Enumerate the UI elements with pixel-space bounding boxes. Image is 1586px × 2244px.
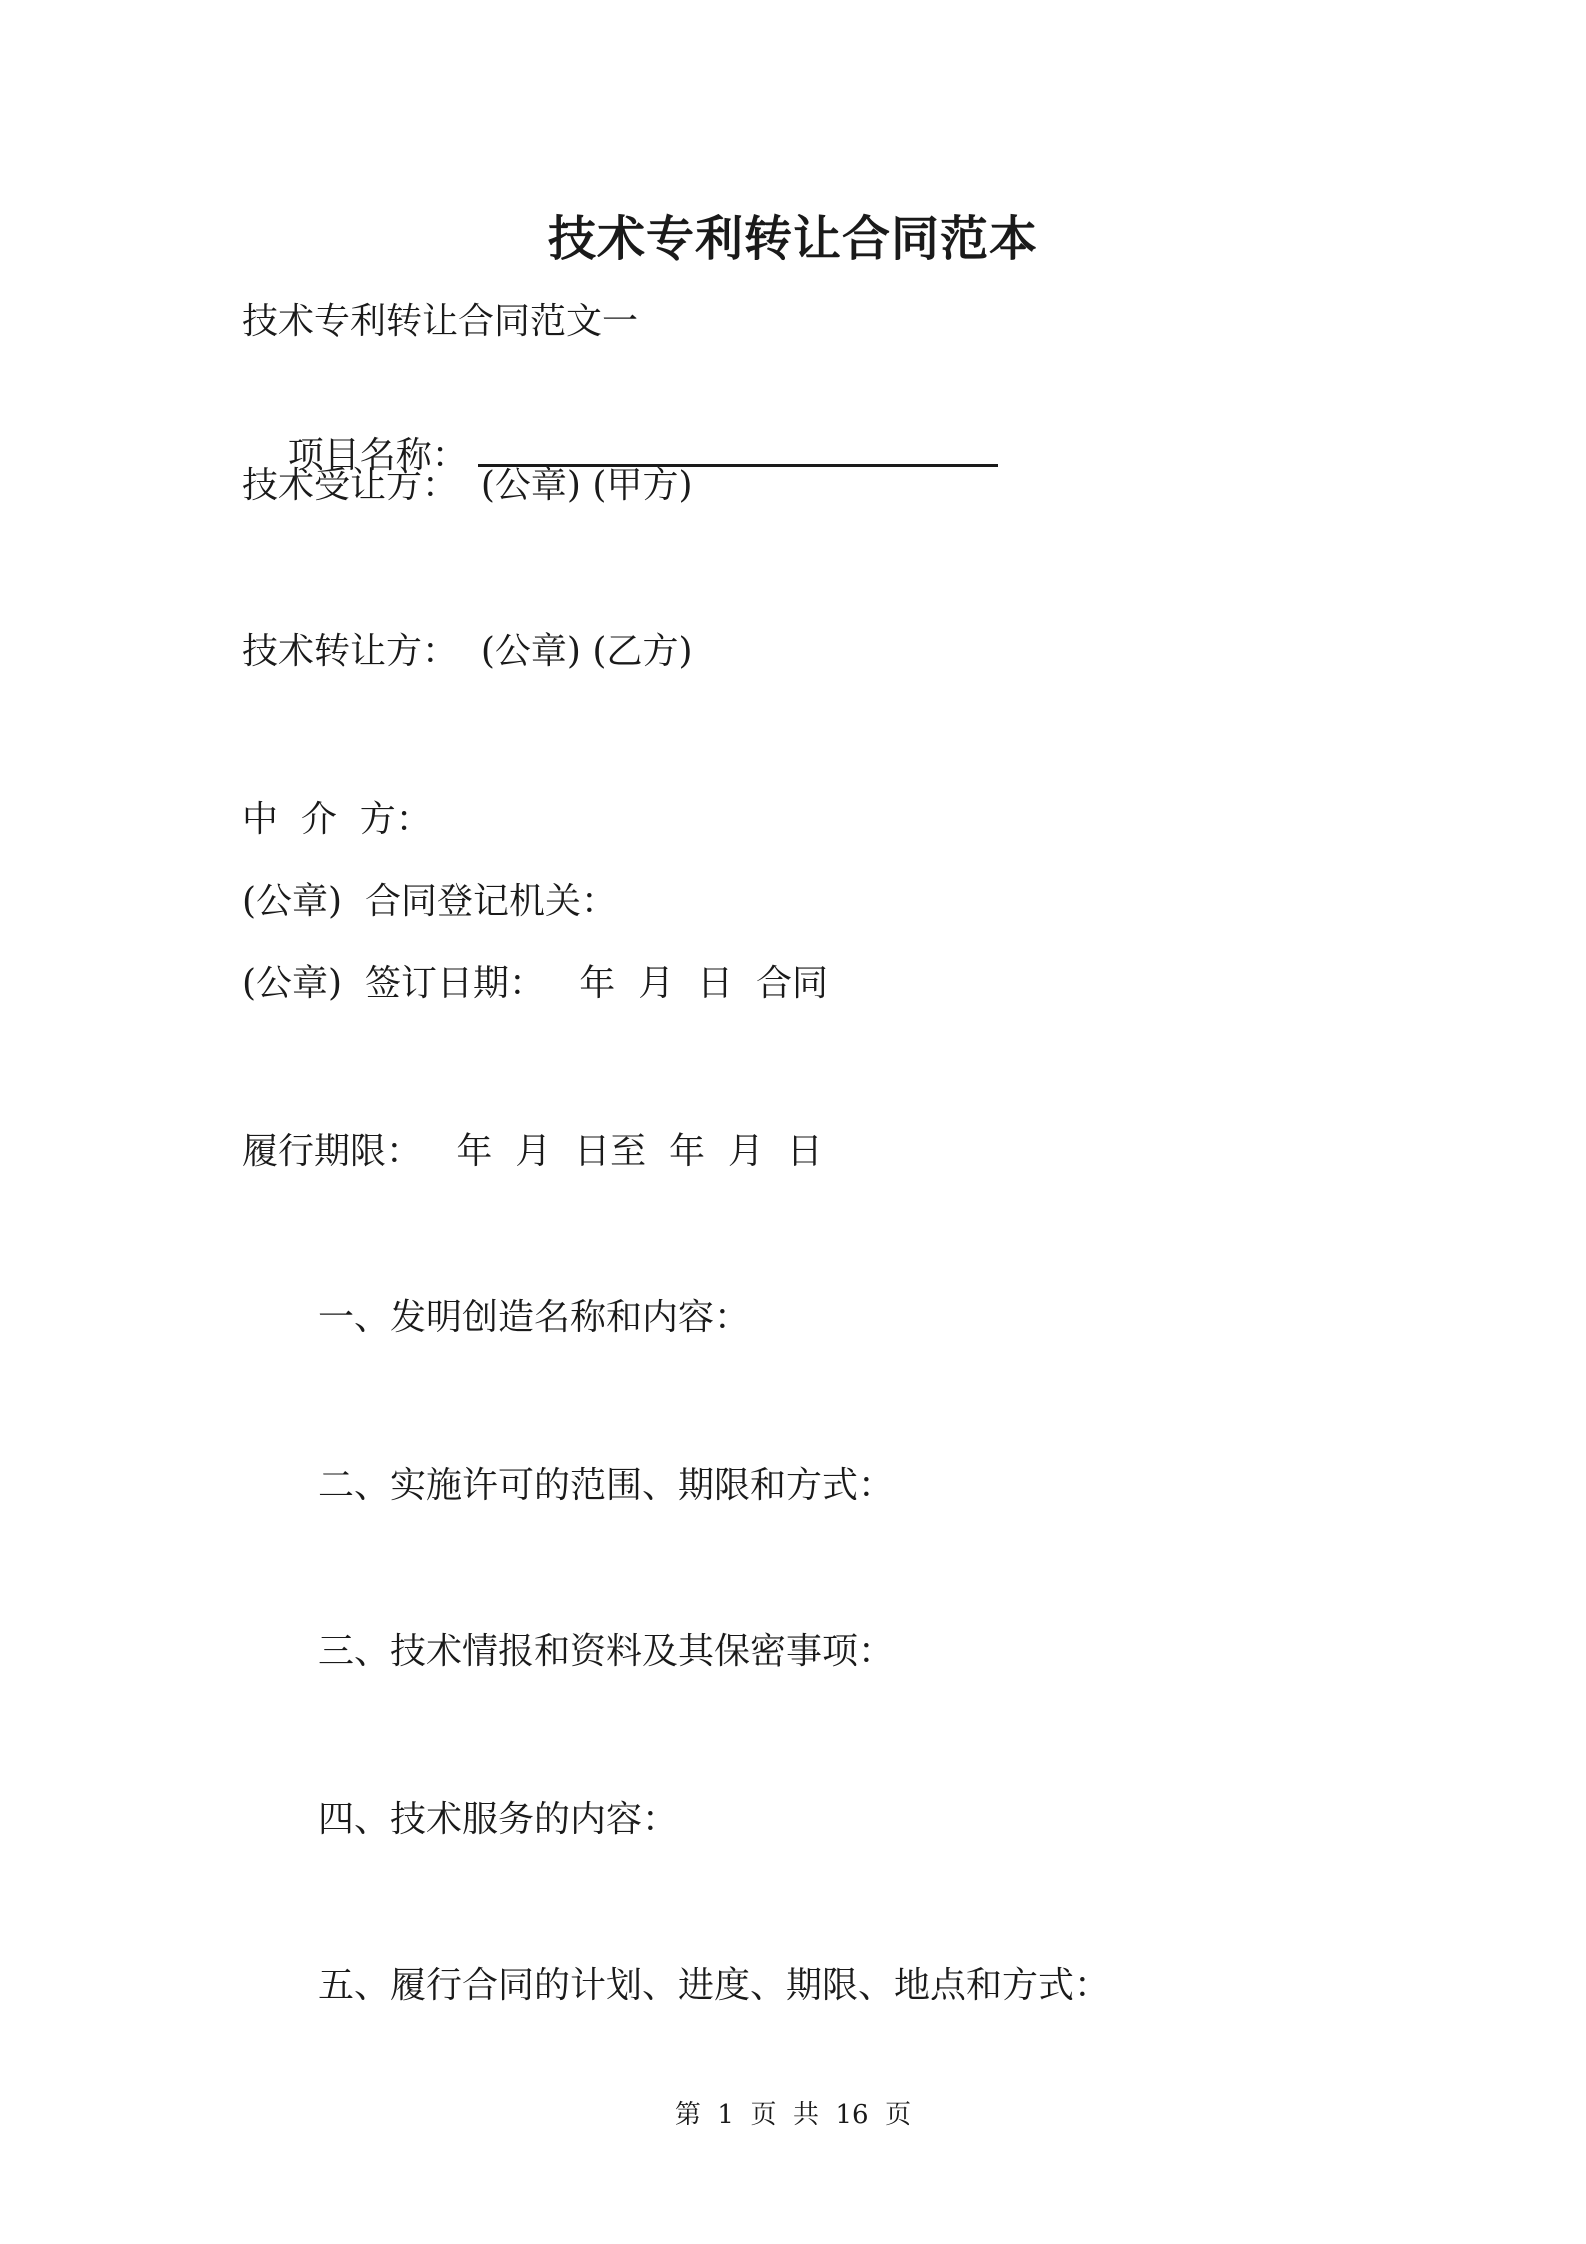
document-subtitle: 技术专利转让合同范文一 [242, 301, 639, 342]
transferee-line: 技术受让方： (公章) (甲方) [242, 465, 693, 506]
section-heading: 四、技术服务的内容： [318, 1799, 679, 1840]
section-heading: 三、技术情报和资料及其保密事项： [318, 1631, 895, 1672]
transferor-line: 技术转让方： (公章) (乙方) [242, 631, 693, 672]
section-heading: 五、履行合同的计划、进度、期限、地点和方式： [318, 1965, 1111, 2006]
section-heading: 一、发明创造名称和内容： [318, 1297, 751, 1338]
section-heading: 二、实施许可的范围、期限和方式： [318, 1465, 895, 1506]
project-name-label: 项目名称： [287, 435, 468, 476]
registration-authority-line: (公章) 合同登记机关： [242, 881, 617, 922]
document-title: 技术专利转让合同范本 [547, 211, 1038, 267]
page-number-footer: 第 1 页 共 16 页 [674, 2100, 912, 2130]
performance-period-line: 履行期限： 年 月 日至 年 月 日 [242, 1131, 823, 1172]
intermediary-line: 中 介 方： [242, 799, 432, 840]
signing-date-line: (公章) 签订日期： 年 月 日 合同 [242, 963, 828, 1004]
